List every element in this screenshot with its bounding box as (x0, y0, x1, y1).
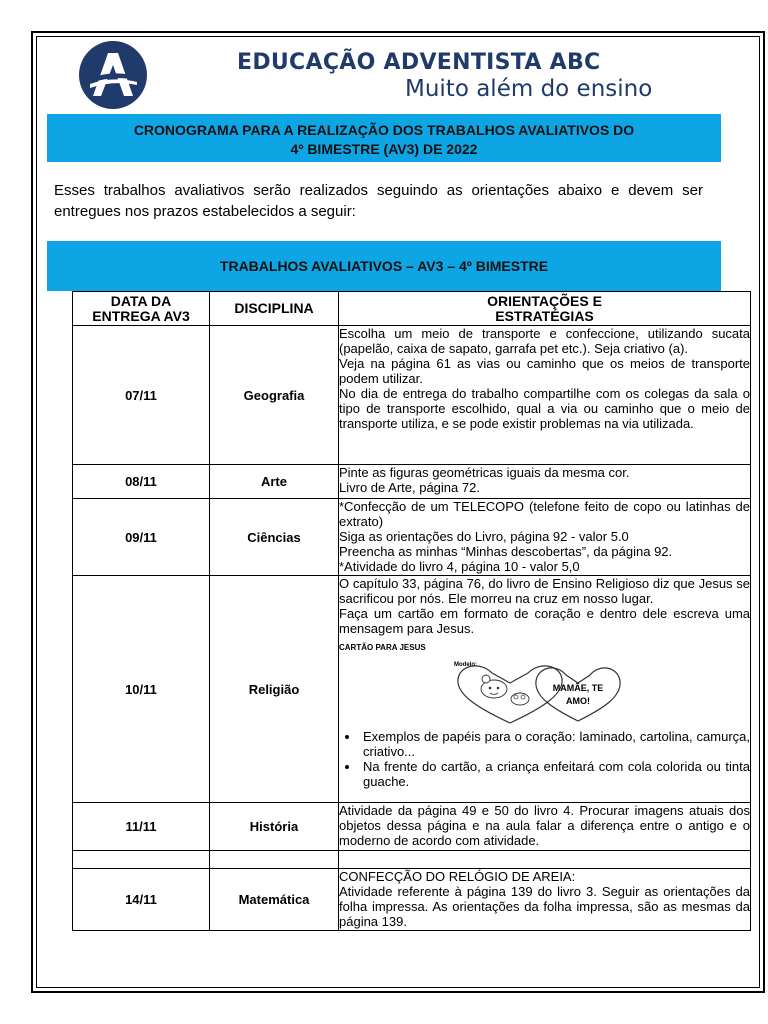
brand-title: EDUCAÇÃO ADVENTISTA ABC (237, 50, 601, 75)
orientation-text: CONFECÇÃO DO RELÓGIO DE AREIA: (339, 869, 576, 884)
schedule-title-line1: CRONOGRAMA PARA A REALIZAÇÃO DOS TRABALHOS AVALIATIVOS DO (133, 122, 635, 138)
schedule-title-line2: 4º BIMESTRE (AV3) DE 2022 (290, 141, 478, 157)
orientation-text: Atividade da página 49 e 50 do livro 4. Procurar imagens atuais dos objetos dessa página e na aula falar a diferença entre o antigo e o moderno de acordo com atividade. (339, 803, 750, 848)
discipline-cell: Arte (210, 465, 339, 499)
orientation-text: Preencha as minhas “Minhas descobertas”, da página 92. (339, 544, 673, 559)
brand-subtitle: Muito além do ensino (405, 76, 653, 102)
discipline-cell (210, 851, 339, 869)
discipline-cell: Ciências (210, 499, 339, 576)
teddy-eye-icon (488, 687, 491, 690)
header-date-line1: DATA DA (110, 292, 172, 309)
date-cell: 14/11 (73, 869, 210, 931)
header-date (73, 292, 210, 326)
schedule-table (72, 291, 751, 931)
card-title: CARTÃO PARA JESUS (339, 643, 426, 652)
bullet-list (339, 729, 750, 789)
orientation-text: Veja na página 61 as vias ou caminho que os meios de transporte podem utilizar. (339, 356, 750, 386)
date-cell: 09/11 (73, 499, 210, 576)
table-row-empty (73, 851, 751, 869)
orientation-text: Escolha um meio de transporte e confeccione, utilizando sucata (papelão, caixa de sapato, garrafa pet etc.). Seja criativo (a). (339, 326, 750, 356)
header-orient-line1: ORIENTAÇÕES E (487, 292, 602, 309)
table-row (73, 576, 751, 803)
orientation-cell (339, 576, 751, 803)
orientation-cell (339, 803, 751, 851)
header-date-line2: ENTREGA AV3 (92, 307, 190, 324)
date-cell: 11/11 (73, 803, 210, 851)
heart-card-illustration (450, 657, 640, 727)
orientation-text: Pinte as figuras geométricas iguais da mesma cor. (339, 465, 630, 480)
card-message-line2: AMO! (565, 696, 590, 706)
orientation-text: Livro de Arte, página 72. (339, 480, 480, 495)
list-item: • Na frente do cartão, a criança enfeitará com cola colorida ou tinta guache. (360, 759, 750, 789)
date-cell: 10/11 (73, 576, 210, 803)
orientation-text: *Confecção de um TELECOPO (telefone feito de copo ou latinhas de extrato) (339, 499, 750, 529)
schedule-title-banner (47, 114, 721, 162)
heart-right-icon (535, 668, 619, 721)
table-row (73, 326, 751, 465)
orientation-cell (339, 326, 751, 465)
table-row (73, 803, 751, 851)
table-row (73, 499, 751, 576)
card-message-line1: MAMÃE, TE (552, 683, 603, 693)
table-header-row (73, 292, 751, 326)
header-discipline: DISCIPLINA (210, 292, 339, 326)
flower-bouquet-icon (511, 693, 529, 705)
list-item: • Exemplos de papéis para o coração: laminado, cartolina, camurça, criativo... (360, 729, 750, 759)
card-model-label: Modelo: (453, 662, 477, 668)
orientation-text: *Atividade do livro 4, página 10 - valor 5,0 (339, 559, 580, 574)
discipline-cell: Matemática (210, 869, 339, 931)
adventist-a-logo-icon (78, 40, 148, 110)
header-orient-line2: ESTRATÉGIAS (495, 307, 594, 324)
header-orientations (339, 292, 751, 326)
discipline-cell: Religião (210, 576, 339, 803)
orientation-cell (339, 465, 751, 499)
orientation-text: O capítulo 33, página 76, do livro de Ensino Religioso diz que Jesus se sacrificou por nós. Ele morreu na cruz em nosso lugar. (339, 576, 750, 606)
heart-left-icon (457, 666, 561, 723)
date-cell (73, 851, 210, 869)
teddy-ear-icon (482, 675, 490, 683)
orientation-cell (339, 869, 751, 931)
orientation-text: Faça um cartão em formato de coração e dentro dele escreva uma mensagem para Jesus. (339, 606, 750, 636)
table-row (73, 465, 751, 499)
discipline-cell: Geografia (210, 326, 339, 465)
discipline-cell: História (210, 803, 339, 851)
intro-paragraph: Esses trabalhos avaliativos serão realizados seguindo as orientações abaixo e devem ser entregues nos prazos estabelecidos a seguir: (54, 182, 703, 220)
orientation-cell (339, 851, 751, 869)
section-banner: TRABALHOS AVALIATIVOS – AV3 – 4º BIMESTRE (47, 241, 721, 291)
orientation-text: No dia de entrega do trabalho compartilhe com os colegas da sala o tipo de transporte escolhido, qual a via ou caminho que o meio de transporte utiliza, e se pode existir problemas na via utilizada. (339, 386, 750, 431)
orientation-cell (339, 499, 751, 576)
teddy-eye-icon (496, 687, 499, 690)
date-cell: 07/11 (73, 326, 210, 465)
orientation-text: Atividade referente à página 139 do livro 3. Seguir as orientações da folha impressa. As orientações da folha impressa, são as mesmas da página 139. (339, 884, 750, 929)
date-cell: 08/11 (73, 465, 210, 499)
table-row (73, 869, 751, 931)
orientation-text: Siga as orientações do Livro, página 92 - valor 5.0 (339, 529, 629, 544)
